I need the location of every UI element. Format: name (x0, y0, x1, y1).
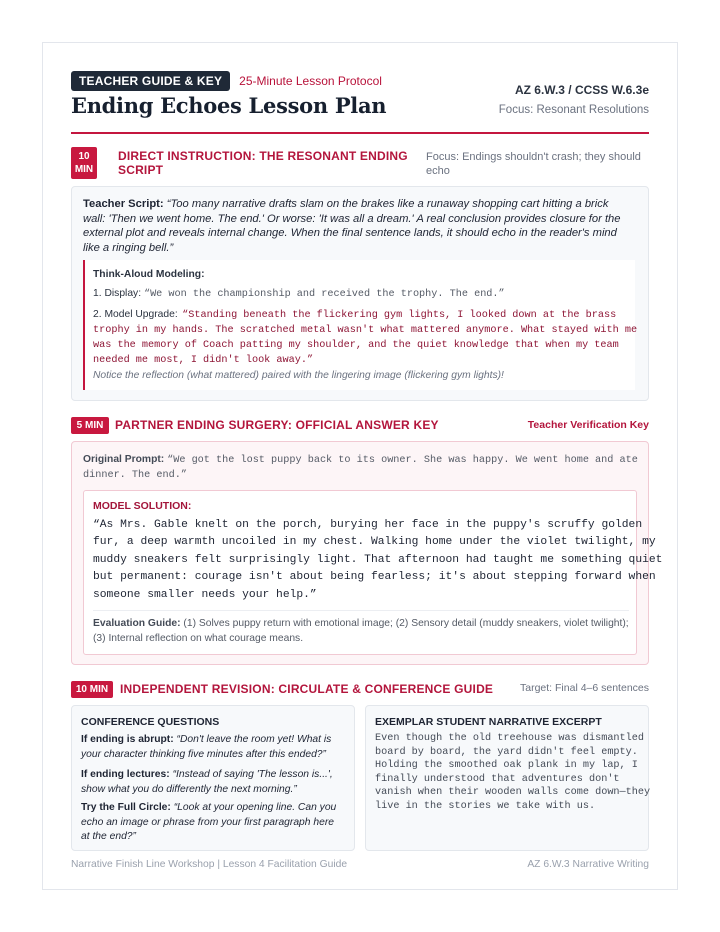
standard-code: AZ 6.W.3 / CCSS W.6.3e (514, 83, 649, 97)
display-example (93, 288, 505, 300)
time-badge: 10 MIN (71, 681, 113, 698)
script-line: “Too many narrative drafts slam on the brakes like a runaway shopping cart hitting a brick (166, 198, 609, 210)
teacher-guide-badge: TEACHER GUIDE & KEY (71, 71, 230, 91)
verification-note: Teacher Verification Key (527, 419, 649, 431)
upgrade-line: “Standing beneath the flickering gym lights, I looked down at the brass (182, 310, 617, 321)
time-badge-number: 10 (78, 151, 90, 162)
script-line: wall: 'Then we went home. The end.' Or worse: 'It was all a dream.' A real conclusion provides closure for the (83, 212, 621, 225)
answer-key-card (71, 441, 663, 665)
section-title: INDEPENDENT REVISION: CIRCULATE & CONFERENCE GUIDE (120, 682, 494, 696)
conference-questions-card (71, 705, 355, 851)
divider (93, 610, 629, 611)
model-line: but permanent: courage isn't about being fearless; it's about stepping forward when (93, 571, 656, 584)
exemplar-text (375, 732, 650, 813)
time-badge (71, 147, 97, 179)
time-badge: 5 MIN (71, 417, 109, 434)
section-focus-note (426, 150, 641, 178)
model-upgrade (93, 305, 638, 368)
header-standards (499, 83, 649, 117)
script-line: external plot and reveals internal change. When the final sentence lands, it should echo in the reader's mind (83, 227, 617, 239)
conference-question (81, 733, 349, 762)
display-label: 1. Display: (93, 288, 142, 299)
teacher-script-card (71, 186, 649, 401)
protocol-label: 25-Minute Lesson Protocol (239, 74, 382, 88)
prompt-line: dinner. The end.” (83, 470, 187, 481)
exemplar-line: vanish when their wooden walls come down—they (375, 787, 651, 798)
eval-label: Evaluation Guide: (93, 618, 181, 629)
model-line: someone smaller needs your help.” (93, 588, 317, 601)
section-title (118, 149, 408, 177)
focus-label: Focus: Resonant Resolutions (498, 104, 649, 116)
upgrade-line: trophy in my hands. The scratched metal wasn't what mattered anymore. What stayed with me (93, 325, 638, 336)
upgrade-line: needed me most, I didn't look away.” (93, 355, 314, 366)
notice-note: Notice the reflection (what mattered) paired with the lingering image (flickering gym lights)! (93, 370, 504, 381)
model-line: fur, a deep warmth uncoiled in my chest. Walking home under the violet twilight, my (93, 536, 656, 549)
eval-line: (3) Internal reflection on what courage means. (93, 633, 304, 644)
question-line: “Instead of saying 'The lesson is...', (172, 769, 333, 780)
exemplar-line: board by board, the yard didn't feel empty. (375, 746, 638, 758)
conference-question (81, 768, 349, 797)
question-line: at the end?” (81, 831, 136, 842)
exemplar-line: live in the stories we take with us. (375, 800, 596, 812)
exemplar-title: EXEMPLAR STUDENT NARRATIVE EXCERPT (375, 716, 602, 728)
upgrade-line: was the memory of Coach patting my shoulder, and the quiet knowledge that when my team (93, 340, 619, 351)
prompt-line: “We got the lost puppy back to its owner. She was happy. We went home and ate (167, 455, 638, 466)
section-partner-surgery-header (71, 415, 649, 435)
question-line: your character thinking five minutes after this ended?” (81, 748, 326, 760)
think-aloud-box (83, 260, 638, 390)
footer-left: Narrative Finish Line Workshop | Lesson 4 Facilitation Guide (71, 859, 348, 870)
section-independent-revision-header (71, 679, 649, 699)
script-line: like a ringing bell.” (83, 241, 174, 254)
question-line: “Look at your opening line. Can you (173, 802, 337, 813)
think-aloud-title: Think-Aloud Modeling: (93, 269, 205, 280)
original-prompt (83, 452, 639, 483)
model-solution-text (93, 517, 662, 604)
footer-right: AZ 6.W.3 Narrative Writing (527, 859, 649, 870)
header-badges (71, 71, 382, 91)
lesson-plan-page (42, 42, 678, 890)
teacher-script (83, 197, 639, 255)
question-line: show what you do differently the next morning.” (81, 783, 297, 795)
question-line: “Don't leave the room yet! What is (176, 734, 332, 745)
section-title-line: DIRECT INSTRUCTION: THE RESONANT ENDING (118, 149, 408, 163)
section-direct-instruction-header (71, 147, 649, 187)
section-title-line: SCRIPT (118, 163, 164, 177)
focus-note-line: echo (426, 165, 450, 177)
script-label: Teacher Script: (83, 198, 164, 210)
prompt-label: Original Prompt: (83, 454, 165, 465)
evaluation-guide (93, 616, 629, 646)
upgrade-label: 2. Model Upgrade: (93, 309, 178, 320)
question-label: If ending is abrupt: (81, 734, 174, 745)
exemplar-excerpt-card (365, 705, 649, 851)
eval-line: (1) Solves puppy return with emotional image; (2) Sensory detail (muddy sneakers, violet twilight); (183, 618, 629, 629)
exemplar-line: finally understood that adventures don't (375, 773, 620, 785)
model-line: “As Mrs. Gable knelt on the porch, burying her face in the puppy's scruffy golden (93, 519, 643, 531)
exemplar-line: Holding the smoothed oak plank in my lap, I (375, 760, 638, 771)
model-solution-box (83, 490, 663, 655)
header-divider (71, 132, 649, 134)
question-label: If ending lectures: (81, 769, 170, 780)
display-text: “We won the championship and received the trophy. The end.” (143, 289, 505, 300)
time-badge-unit: MIN (74, 164, 94, 175)
exemplar-line: Even though the old treehouse was dismantled (375, 733, 644, 744)
conference-question (81, 801, 349, 845)
question-line: echo an image or phrase from your first paragraph here (81, 816, 334, 828)
focus-note-line: Focus: Endings shouldn't crash; they should (426, 151, 641, 163)
page-title: Ending Echoes Lesson Plan (71, 93, 387, 118)
conference-title: CONFERENCE QUESTIONS (81, 716, 220, 728)
question-label: Try the Full Circle: (81, 802, 171, 813)
target-note: Target: Final 4–6 sentences (520, 682, 649, 694)
section-title: PARTNER ENDING SURGERY: OFFICIAL ANSWER KEY (115, 418, 439, 432)
model-solution-title: MODEL SOLUTION: (93, 500, 192, 512)
model-line: muddy sneakers felt surprisingly light. That afternoon had taught me something quiet (93, 553, 663, 566)
